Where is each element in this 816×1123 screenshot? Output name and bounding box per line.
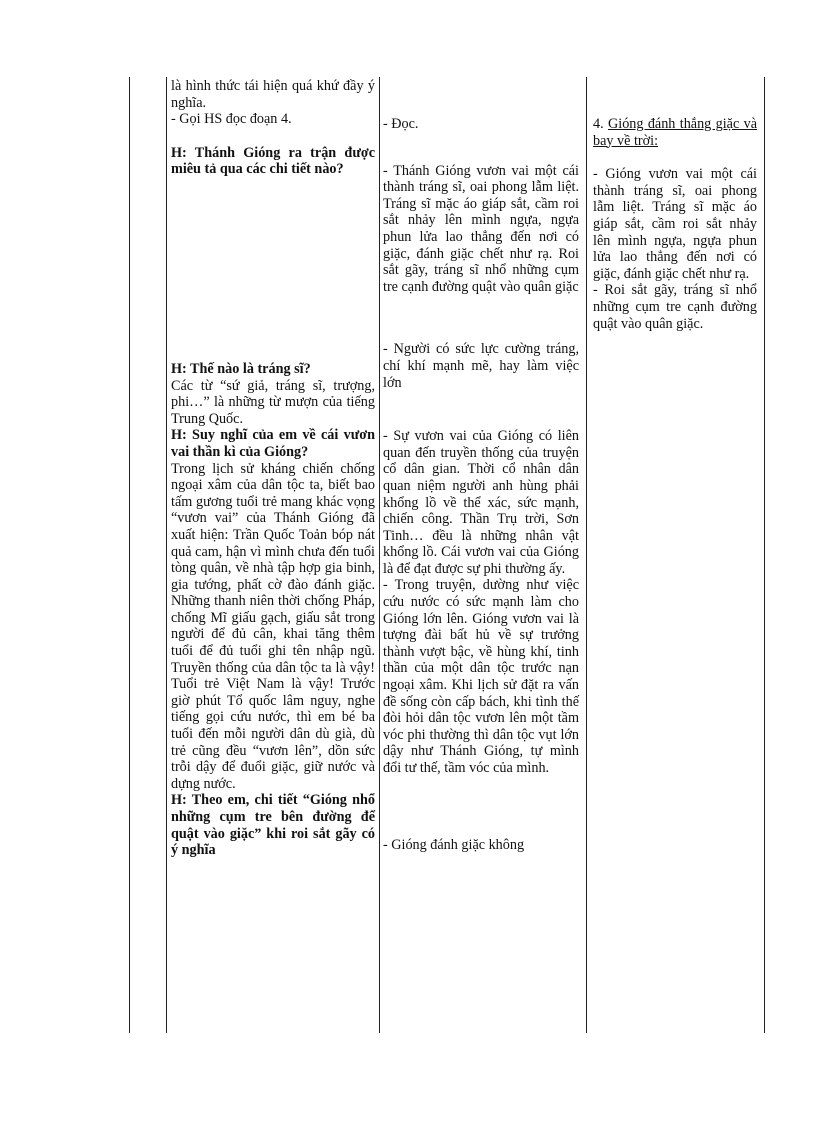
table-border-col3-start bbox=[586, 77, 587, 1033]
spacer bbox=[383, 133, 579, 163]
history-paragraph: Trong lịch sử kháng chiến chống ngoại xâm của dân tộc ta, biết bao tấm gương tuổi trẻ mang khác vọng “vươn vai” của Thánh Gióng đã xuất hiện: Trần Quốc Toản bóp nát quả cam, hận vì mình chưa đến tuổi tòng quân, về nhà tập hợp gia binh, gia tướng, phất cờ đào đánh giặc. Những thanh niên thời chống Pháp, chống Mĩ giấu gạch, giấu sắt trong người để đủ cân, khai tăng thêm tuổi để đủ tuổi ghi tên nhập ngũ. Truyền thống của dân tộc ta là vậy! Tuổi trẻ Việt Nam là vậy! Trước giờ phút Tổ quốc lâm nguy, nghe tiếng gọi cứu nước, thì em bé ba tuổi đến mỗi người dân dù già, dù trẻ cũng đều “vươn lên”, dồn sức trỗi dậy để đuổi giặc, giữ nước và dựng nước. bbox=[171, 460, 375, 792]
section-title: Gióng đánh thắng giặc và bay về trời: bbox=[593, 116, 758, 149]
spacer bbox=[383, 78, 579, 116]
content-point-2: - Roi sắt gãy, tráng sĩ nhổ những cụm tre cạnh đường quật vào quân giặc. bbox=[593, 282, 757, 332]
trang-si-answer: - Người có sức lực cường tráng, chí khí mạnh mẽ, hay làm việc lớn bbox=[383, 341, 579, 391]
read-response: - Đọc. bbox=[383, 116, 419, 132]
spacer bbox=[383, 777, 579, 837]
vuon-vai-answer-2: - Trong truyện, dường như việc cứu nước có sức mạnh làm cho Gióng lớn lên. Gióng vươn vai là tượng đài bất hủ về sự trưởng thành vượt bậc, về hùng khí, tinh thần của một dân tộc trước nạn ngoại xâm. Khi lịch sử đặt ra vấn đề sống còn cấp bách, khi tình thế đòi hỏi dân tộc vươn lên một tầm vóc phi thường thì dân tộc vụt lớn dậy như Thánh Gióng, tự mình đổi tư thế, tầm vóc của mình. bbox=[383, 577, 579, 776]
intro-text: là hình thức tái hiện quá khứ đầy ý nghĩa. bbox=[171, 78, 375, 111]
question-bamboo: H: Theo em, chi tiết “Gióng nhổ những cụm tre bên đường để quật vào giặc” khi roi sắt gãy có ý nghĩa bbox=[171, 792, 375, 859]
spacer bbox=[593, 78, 757, 116]
question-battle: H: Thánh Gióng ra trận được miêu tả qua các chi tiết nào? bbox=[171, 144, 375, 178]
spacer bbox=[171, 128, 375, 145]
table-border-col2-start bbox=[379, 77, 380, 1033]
section-number: 4. bbox=[593, 116, 604, 132]
content-point-1: - Gióng vươn vai một cái thành tráng sĩ, oai phong lẫm liệt. Tráng sĩ mặc áo giáp sắt, cầm roi sắt nhảy lên mình ngựa, ngựa phun lửa lao thẳng đến nơi có giặc, đánh giặc chết như rạ. bbox=[593, 166, 757, 282]
vuon-vai-answer-1: - Sự vươn vai của Gióng có liên quan đến truyền thống của truyện cổ dân gian. Thời cổ nhân dân quan niệm người anh hùng phải khổng lồ về thể xác, sức mạnh, chiến công. Thần Trụ trời, Sơn Tinh… đều là những nhân vật khổng lồ. Cái vươn vai của Gióng là để đạt được sự phi thường ấy. bbox=[383, 428, 579, 577]
table-border-left bbox=[129, 77, 130, 1033]
lesson-content-column bbox=[593, 78, 757, 332]
table-border-col1-start bbox=[166, 77, 167, 1033]
spacer bbox=[171, 178, 375, 361]
table-border-right bbox=[764, 77, 765, 1033]
section-heading bbox=[593, 116, 757, 149]
question-trang-si: H: Thế nào là tráng sĩ? bbox=[171, 360, 311, 377]
note-borrowed-words: Các từ “sứ giả, tráng sĩ, trượng, phi…” là những từ mượn của tiếng Trung Quốc. bbox=[171, 377, 375, 427]
spacer bbox=[593, 149, 757, 166]
battle-answer: - Thánh Gióng vươn vai một cái thành tráng sĩ, oai phong lẫm liệt. Tráng sĩ mặc áo giáp sắt, cầm roi sắt nhảy lên mình ngựa, ngựa phun lửa lao thẳng đến nơi có giặc, đánh giặc chết như rạ. Roi sắt gãy, tráng sĩ nhổ những cụm tre cạnh đường quật vào quân giặc bbox=[383, 162, 579, 295]
student-activity-column bbox=[383, 78, 579, 853]
teacher-activity-column bbox=[171, 78, 375, 859]
read-instruction: - Gọi HS đọc đoạn 4. bbox=[171, 111, 292, 128]
bamboo-answer: - Gióng đánh giặc không bbox=[383, 836, 525, 853]
spacer bbox=[383, 391, 579, 428]
spacer bbox=[383, 295, 579, 341]
question-vuon-vai: H: Suy nghĩ của em về cái vươn vai thần kì của Gióng? bbox=[171, 427, 375, 460]
